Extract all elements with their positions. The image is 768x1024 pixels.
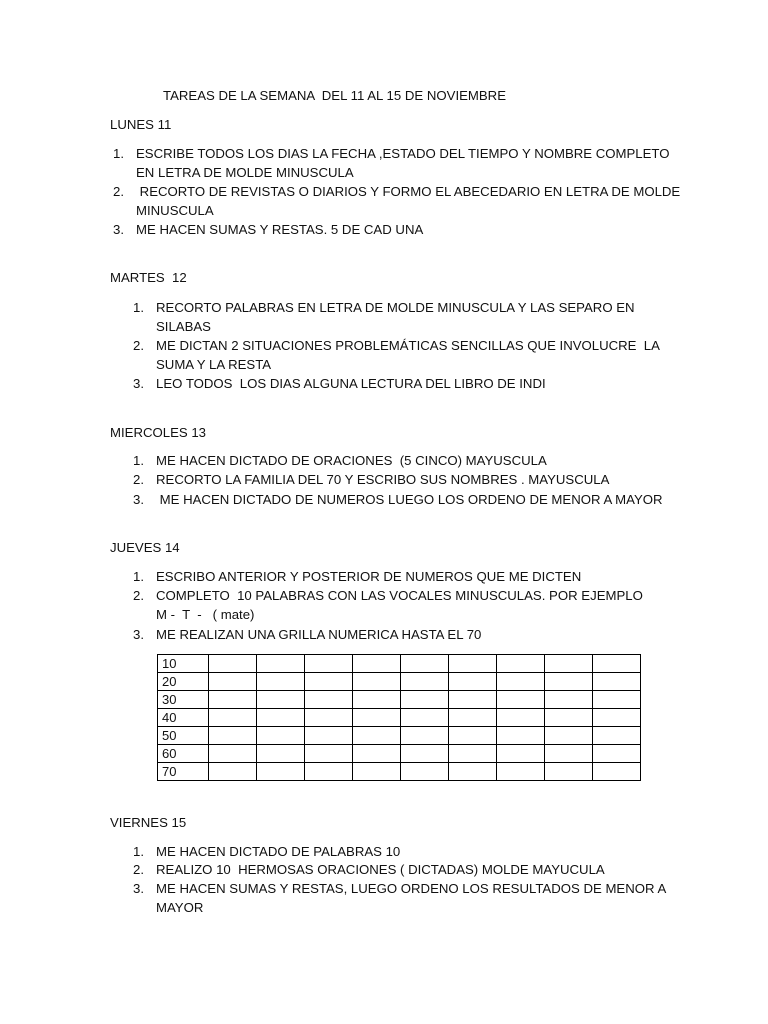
grid-row: [158, 745, 641, 763]
grid-row: [158, 673, 641, 691]
grid-cell: [209, 673, 257, 691]
grid-cell: [257, 655, 305, 673]
grid-cell: [209, 655, 257, 673]
grid-cell: [497, 709, 545, 727]
grid-cell: [449, 673, 497, 691]
task-text-line: LEO TODOS LOS DIAS ALGUNA LECTURA DEL LIBRO DE INDI: [156, 376, 546, 391]
task-number: 1.: [133, 569, 144, 584]
grid-cell: [401, 727, 449, 745]
task-text-line: ME HACEN SUMAS Y RESTAS. 5 DE CAD UNA: [136, 222, 424, 237]
task-text-line: RECORTO PALABRAS EN LETRA DE MOLDE MINUSCULA Y LAS SEPARO EN: [156, 300, 635, 315]
task-number: 2.: [133, 338, 144, 353]
grid-cell: [593, 709, 641, 727]
task-number: 1.: [113, 146, 124, 161]
grid-cell: [593, 673, 641, 691]
grid-cell: [593, 763, 641, 781]
day-heading: VIERNES 15: [110, 815, 187, 830]
day-heading: MARTES 12: [110, 270, 187, 285]
grid-cell: [497, 727, 545, 745]
grid-cell: [545, 763, 593, 781]
grid-cell: [401, 745, 449, 763]
task-text-line: ME HACEN DICTADO DE NUMEROS LUEGO LOS ORDENO DE MENOR A MAYOR: [156, 492, 663, 507]
day-heading: JUEVES 14: [110, 540, 180, 555]
task-text-line: RECORTO LA FAMILIA DEL 70 Y ESCRIBO SUS NOMBRES . MAYUSCULA: [156, 472, 610, 487]
grid-cell: [257, 727, 305, 745]
task-number: 3.: [113, 222, 124, 237]
day-heading: MIERCOLES 13: [110, 425, 207, 440]
grid-cell: [497, 763, 545, 781]
page-title: TAREAS DE LA SEMANA DEL 11 AL 15 DE NOVIEMBRE: [163, 88, 506, 103]
grid-cell: [593, 655, 641, 673]
grid-cell: [545, 655, 593, 673]
grid-cell: [401, 673, 449, 691]
grid-cell: [305, 763, 353, 781]
grid-cell: [353, 745, 401, 763]
grid-cell: [449, 745, 497, 763]
grid-row: [158, 691, 641, 709]
task-text-line: REALIZO 10 HERMOSAS ORACIONES ( DICTADAS) MOLDE MAYUCULA: [156, 862, 605, 877]
grid-cell: [353, 691, 401, 709]
grid-cell: [257, 763, 305, 781]
task-text-line: ME HACEN DICTADO DE ORACIONES (5 CINCO) MAYUSCULA: [156, 453, 547, 468]
task-text-line: ME HACEN SUMAS Y RESTAS, LUEGO ORDENO LOS RESULTADOS DE MENOR A: [156, 881, 667, 896]
grid-cell: [257, 673, 305, 691]
grid-row-label: 40: [158, 709, 209, 727]
grid-cell: [305, 745, 353, 763]
grid-row-label: 10: [158, 655, 209, 673]
grid-cell: [449, 655, 497, 673]
grid-row-label: 50: [158, 727, 209, 745]
grid-cell: [449, 763, 497, 781]
task-text-line: ME DICTAN 2 SITUACIONES PROBLEMÁTICAS SENCILLAS QUE INVOLUCRE LA: [156, 338, 660, 353]
grid-cell: [353, 655, 401, 673]
task-text-line: EN LETRA DE MOLDE MINUSCULA: [136, 165, 354, 180]
task-number: 2.: [133, 862, 144, 877]
grid-cell: [545, 727, 593, 745]
day-heading: LUNES 11: [110, 117, 172, 132]
grid-cell: [257, 745, 305, 763]
task-number: 3.: [133, 627, 144, 642]
grid-cell: [401, 709, 449, 727]
grid-cell: [401, 763, 449, 781]
task-number: 2.: [133, 472, 144, 487]
grid-cell: [401, 691, 449, 709]
task-text-line: SUMA Y LA RESTA: [156, 357, 272, 372]
task-number: 1.: [133, 300, 144, 315]
grid-cell: [209, 727, 257, 745]
task-number: 2.: [133, 588, 144, 603]
grid-cell: [449, 691, 497, 709]
task-text-line: COMPLETO 10 PALABRAS CON LAS VOCALES MINUSCULAS. POR EJEMPLO: [156, 588, 643, 603]
grid-cell: [593, 727, 641, 745]
grid-cell: [449, 727, 497, 745]
grid-cell: [545, 745, 593, 763]
number-grid: [157, 654, 641, 781]
task-number: 2.: [113, 184, 124, 199]
grid-row: [158, 655, 641, 673]
grid-cell: [497, 673, 545, 691]
task-number: 3.: [133, 376, 144, 391]
grid-cell: [257, 709, 305, 727]
grid-row: [158, 727, 641, 745]
task-text-line: M - T - ( mate): [156, 607, 255, 622]
task-text-line: ESCRIBO ANTERIOR Y POSTERIOR DE NUMEROS QUE ME DICTEN: [156, 569, 582, 584]
grid-cell: [209, 763, 257, 781]
grid-cell: [353, 763, 401, 781]
grid-cell: [593, 745, 641, 763]
grid-cell: [257, 691, 305, 709]
grid-cell: [497, 691, 545, 709]
task-text-line: ME REALIZAN UNA GRILLA NUMERICA HASTA EL 70: [156, 627, 482, 642]
grid-cell: [449, 709, 497, 727]
grid-cell: [353, 673, 401, 691]
task-number: 1.: [133, 844, 144, 859]
grid-cell: [209, 745, 257, 763]
grid-cell: [497, 745, 545, 763]
task-text-line: RECORTO DE REVISTAS O DIARIOS Y FORMO EL ABECEDARIO EN LETRA DE MOLDE: [136, 184, 681, 199]
grid-cell: [209, 709, 257, 727]
grid-cell: [545, 709, 593, 727]
grid-cell: [593, 691, 641, 709]
task-number: 3.: [133, 492, 144, 507]
task-text-line: ME HACEN DICTADO DE PALABRAS 10: [156, 844, 401, 859]
grid-row-label: 30: [158, 691, 209, 709]
task-text-line: SILABAS: [156, 319, 211, 334]
grid-cell: [353, 727, 401, 745]
task-text-line: MINUSCULA: [136, 203, 214, 218]
grid-cell: [305, 727, 353, 745]
grid-cell: [305, 655, 353, 673]
grid-row-label: 70: [158, 763, 209, 781]
task-number: 3.: [133, 881, 144, 896]
grid-cell: [545, 691, 593, 709]
grid-row-label: 60: [158, 745, 209, 763]
grid-cell: [209, 691, 257, 709]
grid-row-label: 20: [158, 673, 209, 691]
grid-cell: [305, 691, 353, 709]
task-number: 1.: [133, 453, 144, 468]
grid-cell: [401, 655, 449, 673]
grid-cell: [497, 655, 545, 673]
grid-cell: [305, 673, 353, 691]
grid-row: [158, 763, 641, 781]
grid-cell: [305, 709, 353, 727]
grid-cell: [353, 709, 401, 727]
grid-row: [158, 709, 641, 727]
task-text-line: ESCRIBE TODOS LOS DIAS LA FECHA ,ESTADO DEL TIEMPO Y NOMBRE COMPLETO: [136, 146, 670, 161]
task-text-line: MAYOR: [156, 900, 204, 915]
grid-cell: [545, 673, 593, 691]
